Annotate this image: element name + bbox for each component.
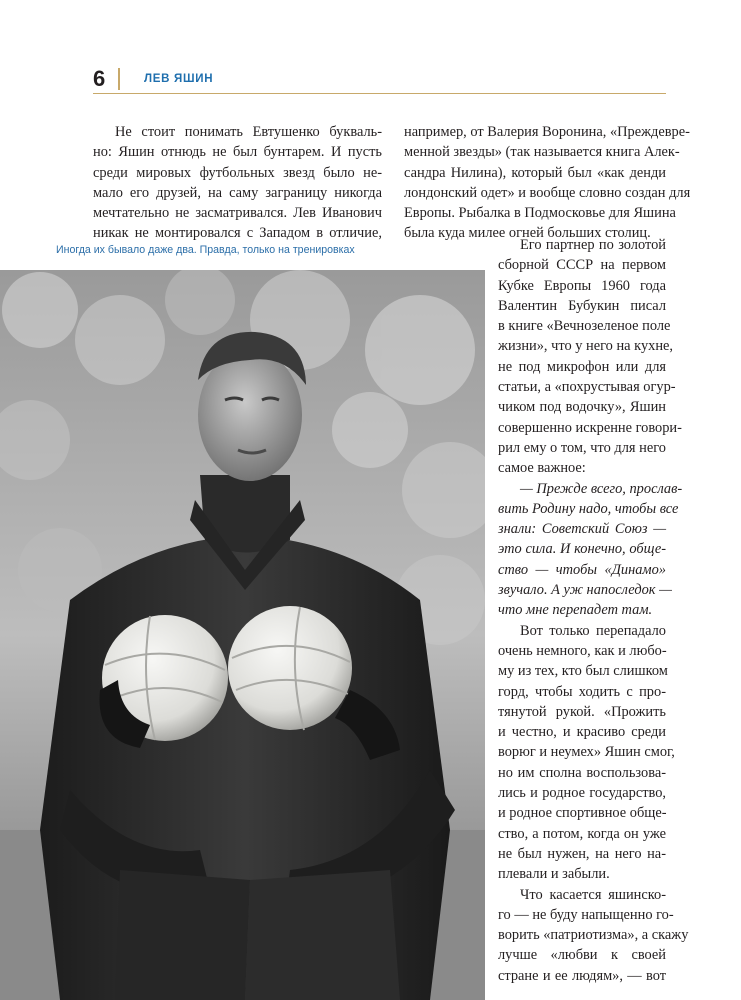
text-line: тянутой рукой. «Прожить	[498, 703, 666, 720]
page-number: 6	[93, 66, 106, 91]
text-column-right-top	[404, 122, 691, 244]
text-line: Европы. Рыбалка в Подмосковье для Яшина	[404, 205, 676, 222]
quote-line: — Прежде всего, прослав-	[520, 480, 683, 497]
text-line: го — не буду напыщенно го-	[498, 906, 674, 923]
text-line: му из тех, кто был слишком	[498, 663, 668, 680]
text-line: Валентин Бубукин писал	[498, 297, 666, 314]
page-header	[93, 64, 666, 94]
text-line: совершенно искренне говори-	[498, 419, 682, 436]
text-line: рил ему о том, что для него	[498, 439, 666, 456]
quote-line: что мне перепадет там.	[498, 602, 653, 619]
text-line: жизни», что у него на кухне,	[498, 338, 674, 355]
text-line: сборной СССР на первом	[498, 257, 666, 274]
text-line: ство, а потом, когда он уже	[498, 825, 666, 842]
text-line: ворюг и неумех» Яшин смог,	[498, 744, 675, 761]
text-line: но им сполна воспользова-	[498, 764, 666, 781]
quote-line: это сила. И конечно, обще-	[498, 541, 666, 558]
text-line: ворить «патриотизма», а скажу	[498, 927, 689, 944]
running-title: ЛЕВ ЯШИН	[144, 73, 214, 85]
text-line: в книге «Вечнозеленое поле	[498, 318, 671, 335]
text-line: чиком под водочку», Яшин	[498, 399, 666, 416]
text-line: но: Яшин отнюдь не был бунтарем. И пусть	[93, 144, 382, 161]
text-line: никак не монтировался с Западом в отличие,	[93, 225, 382, 242]
photo-caption: Иногда их бывало даже два. Правда, только на тренировках	[56, 244, 355, 256]
goalkeeper-photo	[0, 270, 485, 1000]
text-line: не был нужен, на него на-	[498, 845, 666, 862]
quote-line: знали: Советский Союз —	[498, 521, 666, 538]
header-separator	[118, 68, 120, 90]
text-line: Вот только перепадало	[520, 622, 666, 639]
text-line: среди мировых футбольных звезд было не-	[93, 164, 382, 181]
text-column-left	[93, 122, 382, 244]
text-line: была куда милее огней больших столиц.	[404, 225, 651, 242]
text-line: Не стоит понимать Евтушенко букваль-	[115, 124, 382, 140]
text-line: мечтательно не засматривался. Лев Иванович	[93, 205, 382, 222]
quote-line: ство — чтобы «Динамо»	[498, 561, 666, 578]
text-line: горд, чтобы ходить с про-	[498, 683, 666, 700]
text-line: Его партнер по золотой	[520, 237, 666, 253]
text-line: плевали и забыли.	[498, 866, 610, 883]
text-column-right-wrap	[498, 235, 689, 986]
text-line: статьи, а «похрустывая огур-	[498, 379, 676, 396]
text-line: и родное спортивное обще-	[498, 805, 667, 822]
text-line: мало его друзей, на саму заграницу никогда	[93, 184, 382, 201]
text-line: стране и ее людям», — вот	[498, 967, 666, 984]
text-line: и честно, и красиво среди	[498, 724, 666, 741]
quote-line: звучало. А уж напоследок —	[498, 582, 672, 599]
text-line: самое важное:	[498, 460, 586, 477]
header-rule	[93, 93, 666, 94]
text-line: например, от Валерия Воронина, «Преждевре-	[404, 124, 690, 140]
text-line: Кубке Европы 1960 года	[498, 277, 666, 294]
text-line: сандра Нилина), который был «как денди	[404, 164, 666, 181]
text-line: Что касается яшинско-	[520, 886, 666, 903]
text-line: менной звезды» (так называется книга Алек-	[404, 144, 680, 161]
text-line: не под микрофон или для	[498, 358, 666, 375]
quote-line: вить Родину надо, чтобы все	[498, 500, 679, 517]
text-line: лучше «любви к своей	[498, 947, 666, 964]
text-line: лондонский одет» и вообще словно создан для	[404, 184, 691, 201]
text-line: лись и родное государство,	[498, 785, 666, 802]
text-line: очень немного, как и любо-	[498, 642, 667, 659]
